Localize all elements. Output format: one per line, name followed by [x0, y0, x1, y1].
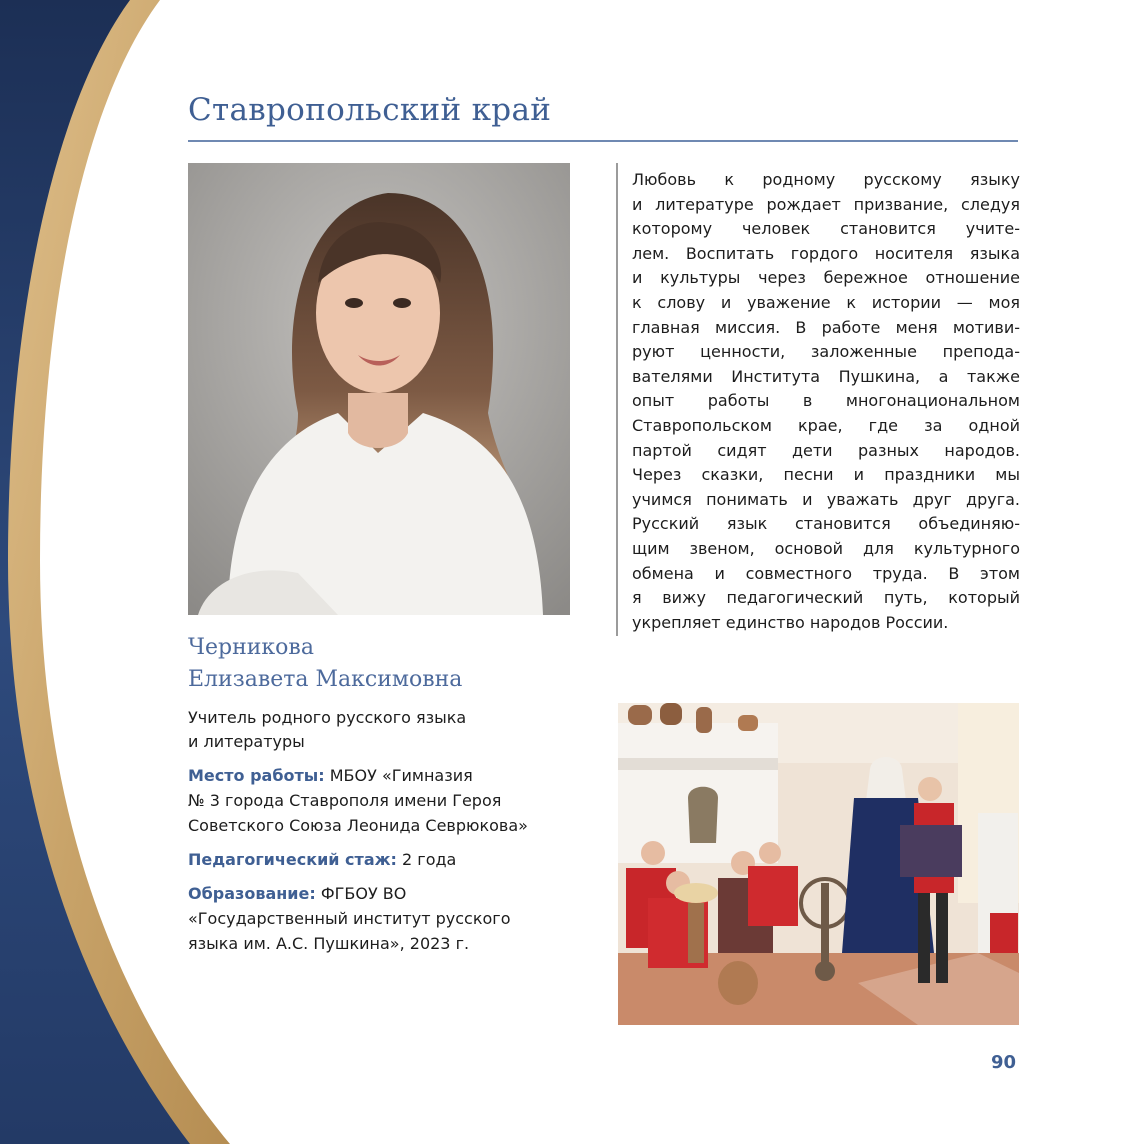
quote-line: которому человек становится учите-	[632, 219, 1020, 239]
workplace-line-2: № 3 города Ставрополя имени Героя	[188, 791, 502, 810]
experience-label: Педагогический стаж:	[188, 850, 397, 869]
quote-line: партой сидят дети разных народов.	[632, 440, 1020, 460]
education-info	[188, 881, 583, 956]
title-divider	[188, 140, 1018, 142]
education-value: ФГБОУ ВО	[315, 884, 407, 903]
quote-line: и культуры через бережное отношение	[632, 268, 1020, 288]
teacher-position	[188, 706, 548, 754]
quote-line: и литературе рождает призвание, следуя	[632, 194, 1020, 214]
quote-line: я вижу педагогический путь, который	[632, 588, 1020, 608]
education-line-2: «Государственный институт русского	[188, 909, 511, 928]
quote-line: Ставропольском крае, где за одной	[632, 415, 1020, 435]
teacher-given-names: Елизавета Максимовна	[188, 667, 463, 692]
quote-divider	[616, 163, 618, 636]
quote-line: лем. Воспитать гордого носителя языка	[632, 243, 1020, 263]
workplace-value: МБОУ «Гимназия	[324, 766, 473, 785]
experience-line	[188, 847, 583, 872]
workplace-line-1	[188, 763, 583, 788]
workplace-line-3: Советского Союза Леонида Севрюкова»	[188, 816, 528, 835]
page-number: 90	[990, 1052, 1016, 1073]
workplace-label: Место работы:	[188, 766, 325, 785]
teacher-surname: Черникова	[188, 635, 314, 660]
education-label: Образование:	[188, 884, 316, 903]
position-line: и литературы	[188, 732, 305, 751]
quote-line: главная миссия. В работе меня мотиви-	[632, 317, 1020, 337]
folk-classroom-photo	[618, 703, 1019, 1025]
experience-info	[188, 847, 583, 872]
position-line: Учитель родного русского языка	[188, 708, 467, 727]
teacher-quote	[632, 168, 1020, 635]
quote-line: учимся понимать и уважать друг друга.	[632, 489, 1020, 509]
workplace-info	[188, 763, 583, 838]
quote-line: щим звеном, основой для культурного	[632, 538, 1020, 558]
quote-line: обмена и совместного труда. В этом	[632, 563, 1020, 583]
education-line-1	[188, 881, 583, 906]
education-line-3: языка им. А.С. Пушкина», 2023 г.	[188, 934, 470, 953]
quote-line: Русский язык становится объединяю-	[632, 514, 1020, 534]
quote-line: вателями Института Пушкина, а также	[632, 366, 1020, 386]
quote-line: руют ценности, заложенные препода-	[632, 342, 1020, 362]
quote-line: к слову и уважение к истории — моя	[632, 292, 1020, 312]
quote-line: укрепляет единство народов России.	[632, 612, 949, 632]
teacher-name	[188, 632, 568, 696]
teacher-portrait	[188, 163, 570, 615]
quote-line: опыт работы в многонациональном	[632, 391, 1020, 411]
quote-line: Любовь к родному русскому языку	[632, 170, 1020, 189]
region-title: Ставропольский край	[188, 92, 552, 128]
quote-line: Через сказки, песни и праздники мы	[632, 465, 1020, 485]
experience-value: 2 года	[396, 850, 457, 869]
